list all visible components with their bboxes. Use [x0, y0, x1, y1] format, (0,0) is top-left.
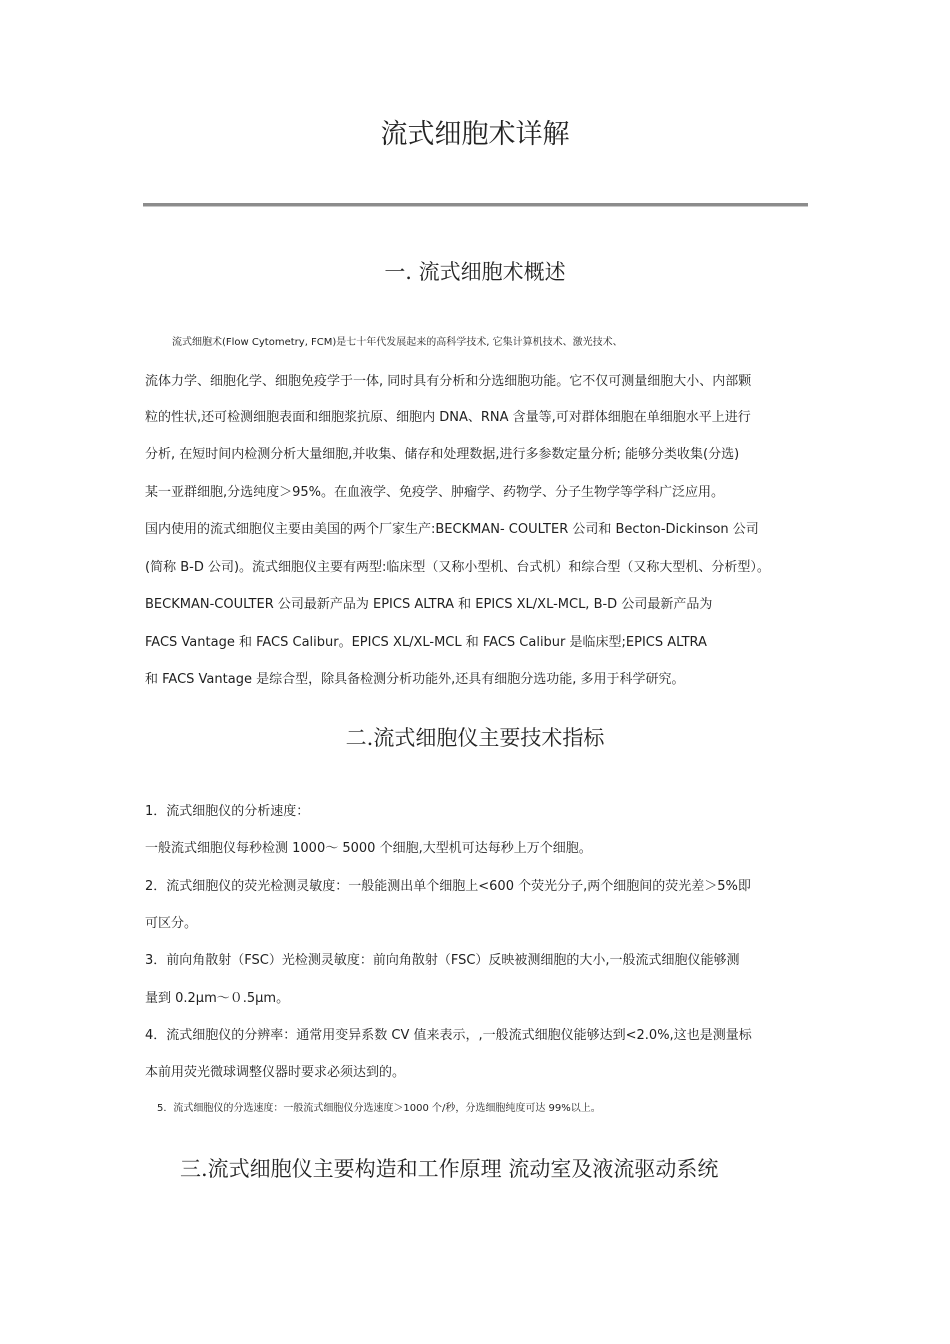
document-title: 流式细胞术详解 [380, 119, 570, 150]
section2-line: 量到 0.2μm～０.5μm。 [145, 991, 290, 1006]
section3-heading: 三.流式细胞仪主要构造和工作原理 流动室及液流驱动系统 [180, 1157, 719, 1181]
section1-line: 分析, 在短时间内检测分析大量细胞,并收集、储存和处理数据,进行多参数定量分析; 能够分类收集(分选) [145, 447, 740, 462]
section1-heading: 一. 流式细胞术概述 [384, 260, 566, 284]
section1-line: 某一亚群细胞,分选纯度＞95%。在血液学、免疫学、肿瘤学、药物学、分子生物学等学科广泛应用。 [145, 485, 725, 500]
section1-line: 国内使用的流式细胞仪主要由美国的两个厂家生产:BECKMAN- COULTER 公司和 Becton-Dickinson 公司 [145, 522, 759, 537]
section1-line: BECKMAN-COULTER 公司最新产品为 EPICS ALTRA 和 EPICS XL/XL-MCL, B-D 公司最新产品为 [145, 597, 713, 612]
section2-heading: 二.流式细胞仪主要技术指标 [345, 726, 605, 750]
section1-line: 流式细胞术(Flow Cytometry, FCM)是七十年代发展起来的高科学技术, 它集计算机技术、激光技术、 [172, 337, 623, 348]
section2-line: 一般流式细胞仪每秒检测 1000～ 5000 个细胞,大型机可达每秒上万个细胞。 [145, 841, 592, 856]
section2-line: 本前用荧光微球调整仪器时要求必须达到的。 [145, 1065, 406, 1080]
section2-line: 2．流式细胞仪的荧光检测灵敏度：一般能测出单个细胞上<600 个荧光分子,两个细胞间的荧光差＞5%即 [145, 879, 751, 894]
section2-line: 4．流式细胞仪的分辨率：通常用变异系数 CV 值来表示，,一般流式细胞仪能够达到<2.0%,这也是测量标 [145, 1028, 752, 1043]
section2-line: 3．前向角散射（FSC）光检测灵敏度：前向角散射（FSC）反映被测细胞的大小,一般流式细胞仪能够测 [145, 953, 740, 968]
section1-line: 和 FACS Vantage 是综合型，除具备检测分析功能外,还具有细胞分选功能, 多用于科学研究。 [145, 672, 685, 687]
section2-line: 可区分。 [145, 916, 198, 931]
title-divider [143, 203, 808, 207]
section1-line: FACS Vantage 和 FACS Calibur。EPICS XL/XL-MCL 和 FACS Calibur 是临床型;EPICS ALTRA [145, 635, 707, 650]
section2-line: 1．流式细胞仪的分析速度： [145, 804, 310, 819]
section1-line: 流体力学、细胞化学、细胞免疫学于一体, 同时具有分析和分选细胞功能。它不仅可测量细胞大小、内部颗 [145, 374, 752, 389]
section1-line: (简称 B-D 公司)。流式细胞仪主要有两型:临床型（又称小型机、台式机）和综合型（又称大型机、分析型）。 [145, 560, 770, 575]
section2-line: 5．流式细胞仪的分选速度：一般流式细胞仪分选速度＞1000 个/秒，分选细胞纯度可达 99%以上。 [157, 1103, 601, 1114]
section1-line: 粒的性状,还可检测细胞表面和细胞浆抗原、细胞内 DNA、RNA 含量等,可对群体细胞在单细胞水平上进行 [145, 410, 751, 425]
